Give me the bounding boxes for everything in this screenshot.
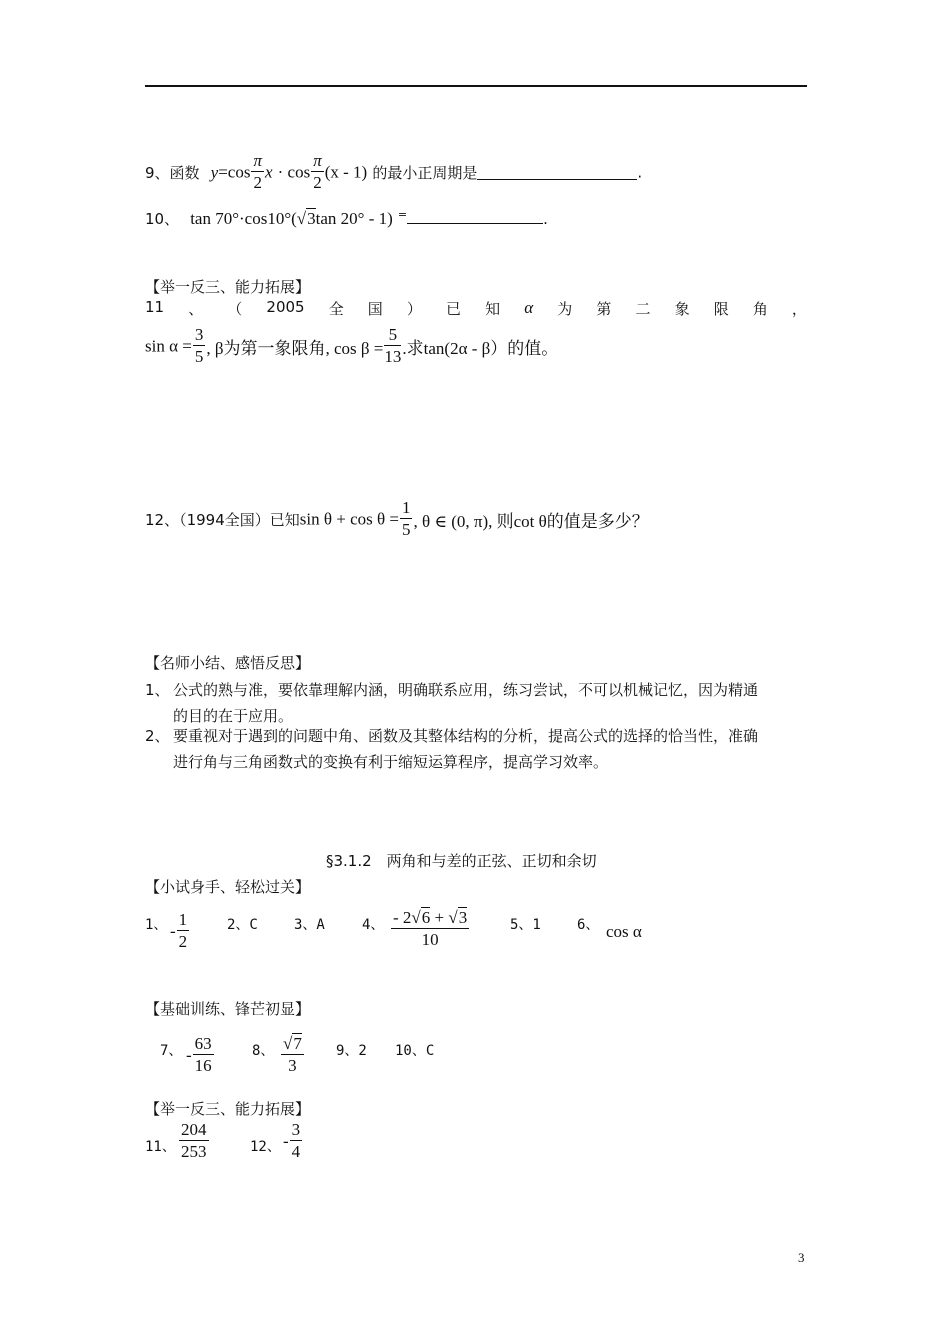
answer-7-value: - $\frac{63}{16}$ (186, 1034, 212, 1075)
question-11-line2: sin α = $\frac{3}{5}$ , β为第一象限角, cos β = $\frac{5}{13}$ .求tan(2α - β）的值。 (145, 325, 559, 366)
answer-4-label: 4、 (362, 917, 385, 933)
q9-number: 9、 (145, 164, 170, 182)
section-heading-summary: 【名师小结、感悟反思】 (145, 654, 311, 672)
section-title: §3.1.2 两角和与差的正弦、正切和余切 (326, 852, 597, 870)
answers-try-1: 1、 (145, 917, 168, 933)
answer-4-value: $\frac{- 2√6 + √3}{10}$ (393, 908, 468, 949)
section-heading-try: 【小试身手、轻松过关】 (145, 878, 311, 896)
question-11-line1: 11 、 （ 2005 全 国 ） 已 知 α 为 第 二 象 限 角 ， (145, 298, 807, 318)
answer-6-value: cos α (606, 922, 642, 941)
header-rule (145, 85, 807, 87)
answer-6-label: 6、 (577, 917, 600, 933)
question-10: 10、 tan 70°·cos10°(√3tan 20° - 1) = . (145, 208, 548, 228)
q10-number: 10、 (145, 210, 180, 228)
q12-fraction: $\frac{1}{5}$ (401, 498, 411, 539)
answer-8-value: $\frac{√7}{3}$ (283, 1034, 302, 1075)
question-12: 12、（1994全国）已知sin θ + cos θ = $\frac{1}{5}$ , θ ∈ (0, π), 则cot θ的值是多少？ (145, 498, 649, 539)
summary-item-2: 2、 要重视对于遇到的问题中角、函数及其整体结构的分析，提高公式的选择的恰当性，准确 进行角与三角函数式的变换有利于缩短运算程序，提高学习效率。 (145, 727, 759, 771)
section-heading-extend: 【举一反三、能力拓展】 (145, 278, 311, 296)
answer-1-value: - $\frac{1}{2}$ (170, 910, 188, 951)
q11-fraction-2: $\frac{5}{13}$ (384, 325, 402, 366)
q10-expr1: tan 70°·cos10°( (190, 209, 297, 228)
question-9: 9、函数 y=cos $\frac{\pi}{2}$ x · cos $\frac{\pi}{2}$ (x - 1) 的最小正周期是 . (145, 151, 643, 192)
answer-7-label: 7、 (160, 1043, 183, 1059)
section-heading-extend-2: 【举一反三、能力拓展】 (145, 1100, 311, 1118)
q9-x: x (264, 162, 273, 182)
q11-fraction-1: $\frac{3}{5}$ (194, 325, 204, 366)
answer-11-label: 11、 (145, 1139, 176, 1155)
q9-dotcos: · cos (277, 162, 311, 182)
answer-3: 3、A (294, 917, 325, 933)
q10-answer-blank (407, 211, 543, 224)
summary-item-1: 1、 公式的熟与准，要依靠理解内涵，明确联系应用，练习尝试，不可以机械记忆，因为精通 的目的在于应用。 (145, 681, 759, 725)
q9-fraction-2: $\frac{\pi}{2}$ (313, 151, 322, 192)
q10-sqrt3: 3 (307, 209, 316, 228)
q9-paren: (x - 1) (324, 162, 368, 182)
q9-fraction-1: $\frac{\pi}{2}$ (253, 151, 262, 192)
q9-y: y (210, 162, 219, 182)
q9-suffix: 的最小正周期是 (372, 164, 478, 182)
answer-11-value: $\frac{204}{253}$ (181, 1120, 207, 1161)
q9-eq: =cos (218, 162, 251, 182)
q9-answer-blank (477, 165, 637, 180)
answer-9: 9、2 (336, 1043, 367, 1059)
answer-10: 10、C (395, 1043, 435, 1059)
answer-5: 5、1 (510, 917, 541, 933)
page-number: 3 (798, 1250, 805, 1265)
answer-12-label: 12、 (250, 1139, 281, 1155)
q10-expr2: tan 20° - 1) (315, 209, 393, 228)
answer-12-value: - $\frac{3}{4}$ (283, 1120, 301, 1161)
answer-8-label: 8、 (252, 1043, 275, 1059)
answer-2: 2、C (227, 917, 258, 933)
section-heading-basic: 【基础训练、锋芒初显】 (145, 1000, 311, 1018)
q9-prefix: 函数 (169, 164, 200, 182)
